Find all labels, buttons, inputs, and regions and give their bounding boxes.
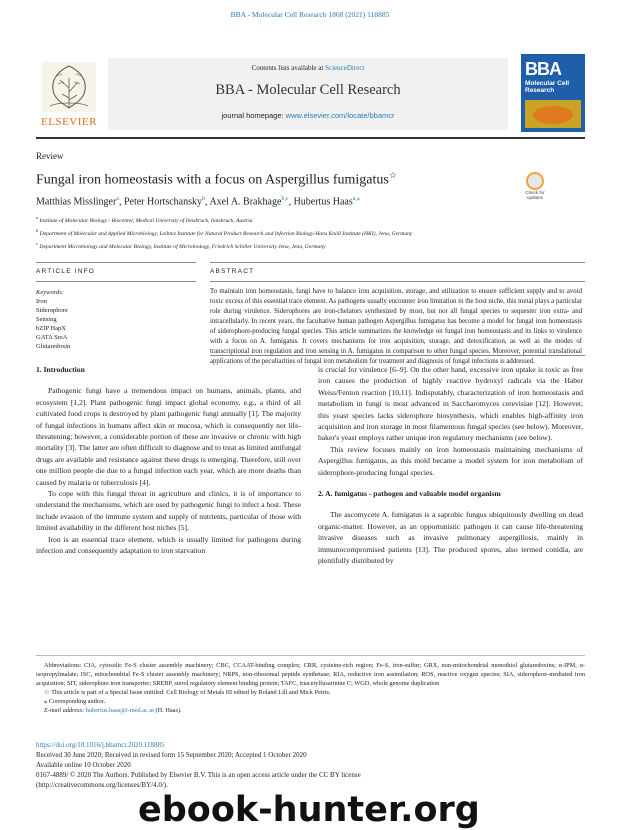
license-link[interactable]: (http://creativecommons.org/licenses/BY/4.0/). <box>36 781 168 789</box>
keywords-label: Keywords: <box>36 289 64 296</box>
body-paragraph: Pathogenic fungi have a tremendous impact on humans, animals, plants, and ecosystem [1,2]. Plant pathogenic fungi impact global economy, e.g., a third of all cultivated food crops is destroyed by plant pathogenic fungi annually [1]. The majority of fungal infections in humans affect skin or mucosa, which is consequently not life-threatening; however, a considerable portion of these are invasive or chronic with high mortality [3]. The latter are often difficult to diagnose and to treat as limited antifungal drugs are available and resistance against these drugs is emerging. Therefore, still over one million people die due to a fungal infection each year, which are more deaths than caused by malaria or tuberculosis [4]. <box>36 386 301 487</box>
journal-cover-image <box>521 54 585 132</box>
copyright-line: 0167-4889/ © 2020 The Authors. Published by Elsevier B.V. This is an open access article under the CC BY license <box>36 771 361 779</box>
section-heading: 2. A. fumigatus - pathogen and valuable model organism <box>318 489 501 499</box>
affiliation: $^b$ Department of Molecular and Applied Microbiology, Leibniz Institute for Natural Product Research and Infection Biology-Hans Knöll Institute (HKI), Jena, Germany <box>36 227 413 237</box>
contents-line: Contents lists available at ScienceDirect <box>251 64 365 72</box>
body-paragraph: To cope with this fungal threat in agriculture and clinics, it is of importance to understand the mechanisms, which are used by pathogenic fungi to infect a host. These include evasion of the immune system and supply of nutrients, particular of those with limited availability in the different host niches [5]. <box>36 489 301 533</box>
header-rule <box>36 137 585 139</box>
cover-title: BBA <box>525 59 561 79</box>
author-name: Hubertus Haas <box>293 196 353 208</box>
section-heading: 1. Introduction <box>36 365 85 374</box>
author-name: Axel A. Brakhage <box>209 196 282 208</box>
journal-header-box <box>108 58 508 130</box>
email-link[interactable]: hubertus.haas@i-med.ac.at <box>85 707 154 714</box>
divider <box>210 262 585 263</box>
corresponding-note: ⁎ Corresponding author. <box>44 698 106 705</box>
footnote-divider <box>36 655 585 656</box>
body-column-left <box>36 364 301 557</box>
keywords-block <box>36 288 70 351</box>
check-for-updates-badge[interactable]: Check for updates <box>522 172 548 202</box>
article-info-heading: ARTICLE INFO <box>36 268 96 275</box>
author-list: Matthias Misslinger$^a$, Peter Hortschansky$^b$, Axel A. Brakhage$^{b,c}$, Hubertus Haas$^{a,⁎}$ <box>36 196 360 208</box>
keyword: Iron <box>36 298 47 305</box>
publication-info <box>36 740 361 790</box>
abstract-heading: ABSTRACT <box>210 268 255 275</box>
affiliations <box>36 213 412 252</box>
watermark: ebook-hunter.org <box>138 790 480 830</box>
divider <box>36 281 196 282</box>
divider <box>36 262 196 263</box>
keyword: Glutaredoxin <box>36 343 71 350</box>
affiliation: $^c$ Department Microbiology and Molecular Biology, Institute of Microbiology, Friedrich Schiller University Jena, Jena, Germany <box>36 240 326 250</box>
doi-link[interactable]: https://doi.org/10.1016/j.bbamcr.2020.118885 <box>36 741 165 749</box>
keyword: bZIP HapX <box>36 325 66 332</box>
article-title: Fungal iron homeostasis with a focus on Aspergillus fumigatus☆ <box>36 170 397 188</box>
author-name: Matthias Misslinger <box>36 196 117 208</box>
abbreviations-note: Abbreviations: CIA, cytosolic Fe-S cluster assembly machinery; CBC, CCAAT-binding complex; CRR, cysteine-rich region; Fe-S, iron-sulfur; GRX, non-mitochondrial monothiol glutaredoxins; α-IPM, α-isopropylmalate; ISC, mitochondrial Fe-S cluster assembly machinery; NRPS, non-ribosomal peptide synthetase; RIA, reductive iron assimilation; ROS, reactive oxygen species; SIA, siderophore-mediated iron acquisition; SIT, siderophore iron transporter; SREBP, sterol regulatory element binding protein; TAFC, triacetylfusarinine C; WGD, whole genome duplication <box>36 662 585 687</box>
masthead <box>36 58 585 130</box>
homepage-line: journal homepage: www.elsevier.com/locate/bbamcr <box>221 111 395 120</box>
journal-title: BBA - Molecular Cell Research <box>215 82 401 98</box>
body-paragraph: The ascomycete A. fumigatus is a saprobic fungus ubiquitously dwelling on dead organic-matter. However, as an opportunistic pathogen it can cause life-threatening invasive diseases such as invasive pulmonary aspergillosis, mainly in immunocompromised patients [13]. The produced spores, also termed conidia, are plentifully distributed by <box>318 510 583 566</box>
body-paragraph: is crucial for virulence [6–9]. On the other hand, excessive iron uptake is toxic as free iron causes the production of highly reactive hydroxyl radicals via the Haber Weiss/Fenton reaction [10,11]. Indisputably, characterization of iron homeostasis and metabolism in fungi is most advanced in Saccharomyces cerevisiae [12]. However, this yeast species lacks siderophore biosynthesis, which enables high-affinity iron acquisition and iron storage in most filamentous fungal species (see below). Moreover, baker's yeast employs rather unique iron regulatory mechanisms (see below). <box>318 365 583 443</box>
special-issue-note: ☆ This article is part of a Special Issue entitled: Cell Biology of Metals III edited by Roland Lill and Mick Petris. <box>44 689 331 696</box>
keyword: Siderophore <box>36 307 68 314</box>
article-type: Review <box>36 151 64 161</box>
body-column-right <box>318 364 583 567</box>
divider <box>210 355 585 356</box>
publisher-name: ELSEVIER <box>41 116 97 128</box>
journal-citation[interactable]: BBA - Molecular Cell Research 1868 (2021) 118885 <box>230 10 390 19</box>
keyword: GATA SreA <box>36 334 68 341</box>
divider <box>210 281 585 282</box>
title-footnote-star[interactable]: ☆ <box>388 170 397 180</box>
available-date: Available online 10 October 2020 <box>36 761 131 769</box>
email-note: E-mail address: hubertus.haas@i-med.ac.at (H. Haas). <box>44 707 182 714</box>
body-paragraph: This review focuses mainly on iron homeostasis maintaining mechanisms of Aspergillus fumigatus, as this mold became a model system for iron metabolism of siderophore-producing fungal species. <box>318 444 583 477</box>
homepage-link[interactable]: www.elsevier.com/locate/bbamcr <box>285 111 395 120</box>
keyword: Sensing <box>36 316 57 323</box>
received-dates: Received 30 June 2020; Received in revised form 15 September 2020; Accepted 1 October 2020 <box>36 751 307 759</box>
elsevier-logo <box>36 58 102 130</box>
abstract-text: To maintain iron homeostasis, fungi have to balance iron acquisition, storage, and utilization to ensure sufficient supply and to avoid toxic excess of this essential trace element. As pathogens usually encounter iron limitation in the host niche, this metal plays a particular role during virulence. Siderophores are iron-chelators synthesized by most, but not all fungal species to sequester iron extra- and intracellularly. In recent years, the facultative human pathogen Aspergillus fumigatus has become a model for fungal iron homeostasis of siderophore-producing fungal species. This article summarizes the knowledge on fungal iron homeostasis and its links to virulence with a focus on A. fumigatus. It covers mechanisms for iron acquisition, storage, and detoxification, as well as the modes of transcriptional iron regulation and iron sensing in A. fumigatus in comparison to other fungal species. Moreover, potential translational applications of the peculiarities of fungal iron metabolism for treatment and diagnosis of fungal infections is addressed. <box>210 288 582 365</box>
check-updates-icon <box>526 172 544 190</box>
cover-subtitle: Molecular Cell Research <box>525 80 570 94</box>
body-paragraph: Iron is an essential trace element, which is usually limited for pathogens during infection and consequently adaptation to iron starvation <box>36 534 301 556</box>
affiliation: $^a$ Institute of Molecular Biology - Biocenter, Medical University of Innsbruck, Innsbruck, Austria <box>36 215 253 224</box>
sciencedirect-link[interactable]: ScienceDirect <box>325 64 365 72</box>
author-name: Peter Hortschansky <box>123 196 202 208</box>
footnotes <box>36 661 585 715</box>
